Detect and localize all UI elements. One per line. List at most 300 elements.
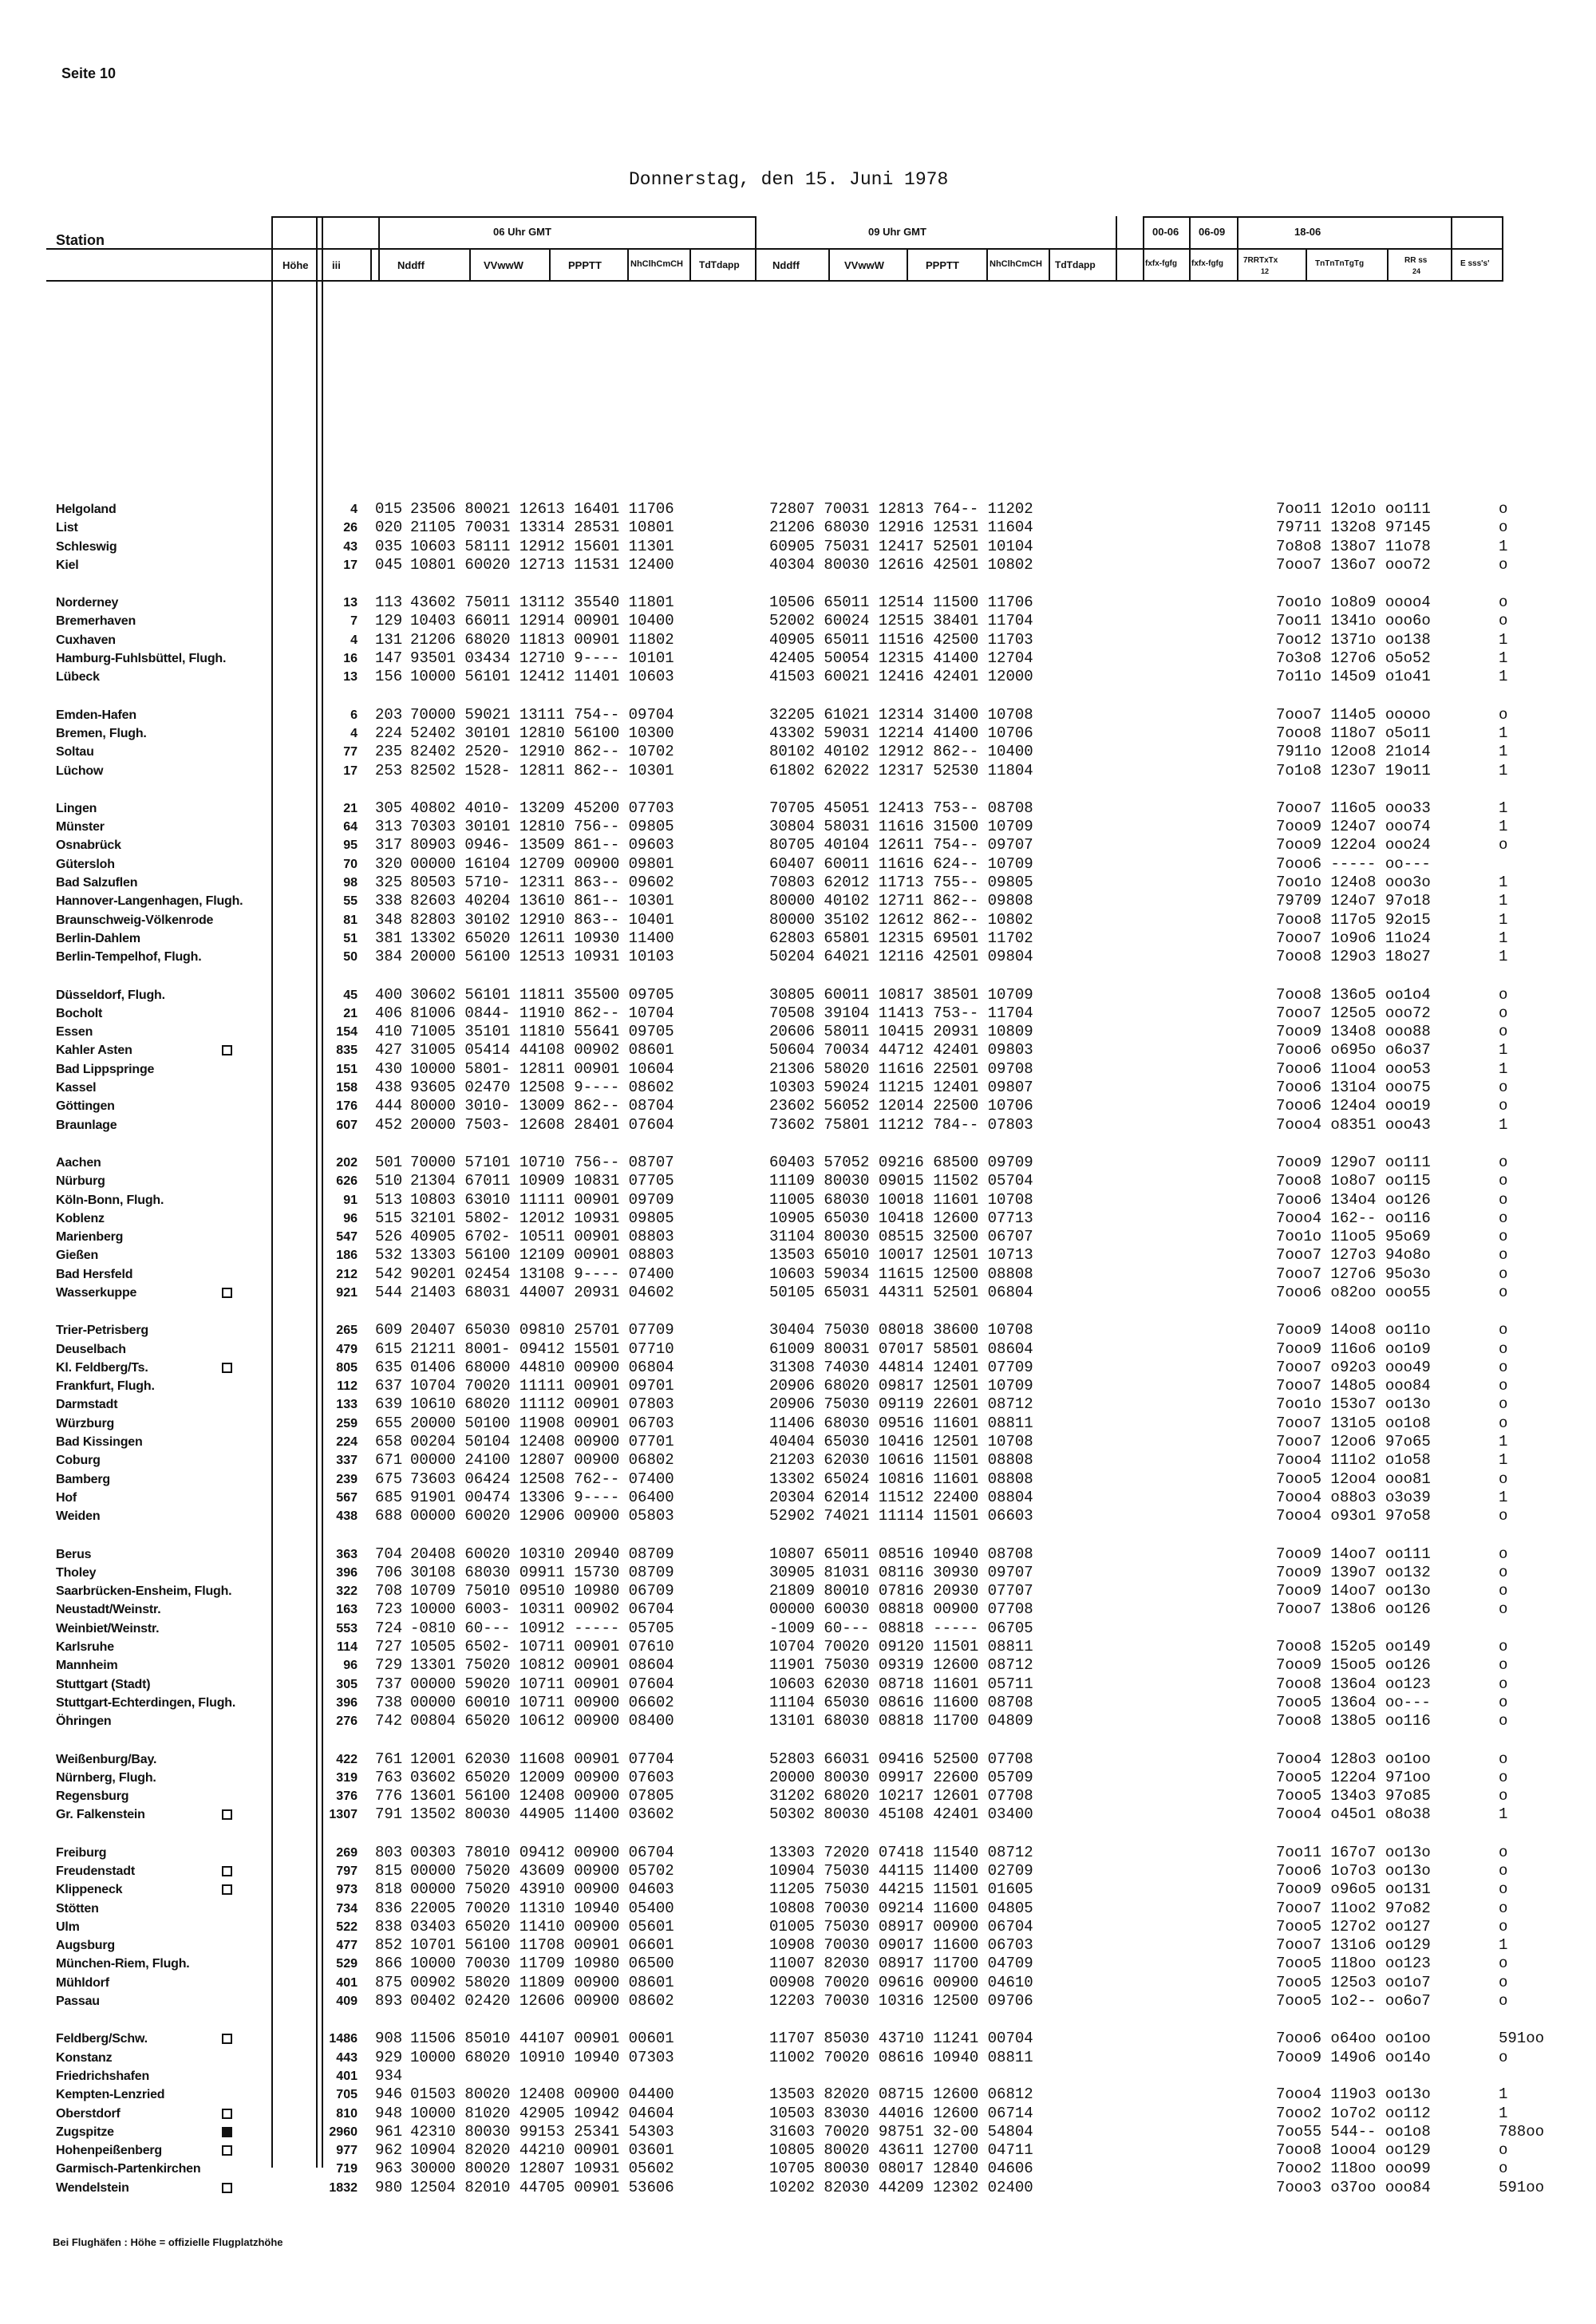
station-index: 501 bbox=[375, 1153, 403, 1171]
station-index: 615 bbox=[375, 1340, 403, 1358]
station-elevation: 553 bbox=[336, 1621, 358, 1635]
obs-06-gmt: 10803 63010 11111 00901 09709 bbox=[410, 1190, 674, 1209]
extra-group: o bbox=[1499, 500, 1508, 518]
obs-09-gmt: 40905 65011 11516 42500 11703 bbox=[769, 630, 1033, 649]
obs-09-gmt: 11205 75030 44215 11501 01605 bbox=[769, 1880, 1033, 1899]
station-elevation: 45 bbox=[343, 988, 358, 1002]
extremes-groups: 79709 124o7 97o18 bbox=[1276, 892, 1431, 910]
station-name: Saarbrücken-Ensheim, Flugh. bbox=[56, 1584, 232, 1599]
extremes-groups: 7ooo6 124o4 ooo19 bbox=[1276, 1097, 1431, 1115]
obs-09-gmt: 10603 59034 11615 12500 08808 bbox=[769, 1265, 1033, 1283]
station-index: 852 bbox=[375, 1936, 403, 1955]
col06-ppptt: PPPTT bbox=[568, 259, 602, 271]
station-name: Stötten bbox=[56, 1901, 99, 1916]
station-index: 706 bbox=[375, 1563, 403, 1581]
station-name: Würzburg bbox=[56, 1416, 115, 1430]
station-index: 729 bbox=[375, 1656, 403, 1675]
obs-09-gmt: 70705 45051 12413 753-- 08708 bbox=[769, 799, 1033, 817]
obs-06-gmt: 80503 5710- 12311 863-- 09602 bbox=[410, 874, 674, 892]
station-name: Soltau bbox=[56, 745, 94, 760]
extra-group: 1 bbox=[1499, 1115, 1508, 1134]
extra-group: o bbox=[1499, 2160, 1508, 2178]
station-elevation: 70 bbox=[343, 857, 358, 871]
station-index: 893 bbox=[375, 1992, 403, 2010]
obs-06-gmt: 10000 70030 11709 10980 06500 bbox=[410, 1955, 674, 1973]
table-row bbox=[46, 1340, 1508, 1359]
extremes-groups: 7oo1o 153o7 oo13o bbox=[1276, 1395, 1431, 1414]
station-elevation: 810 bbox=[336, 2106, 358, 2121]
station-name: Kl. Feldberg/Ts. bbox=[56, 1360, 148, 1375]
extremes-groups: 7ooo3 o37oo ooo84 bbox=[1276, 2178, 1431, 2196]
table-row bbox=[46, 1004, 1508, 1023]
station-index: 224 bbox=[375, 724, 403, 742]
table-row bbox=[46, 1675, 1508, 1694]
table-row bbox=[46, 1470, 1508, 1489]
station-name: Mannheim bbox=[56, 1659, 118, 1673]
station-index: 875 bbox=[375, 1973, 403, 1991]
sub-rrss: RR ss bbox=[1404, 256, 1428, 265]
obs-09-gmt: 31603 70020 98751 32-00 54804 bbox=[769, 2122, 1033, 2141]
obs-09-gmt: 80102 40102 12912 862-- 10400 bbox=[769, 743, 1033, 761]
station-index: 727 bbox=[375, 1638, 403, 1656]
extra-group: 1 bbox=[1499, 910, 1508, 929]
extremes-groups: 7ooo8 1ooo4 oo129 bbox=[1276, 2141, 1431, 2160]
obs-09-gmt: 50302 80030 45108 42401 03400 bbox=[769, 1805, 1033, 1824]
station-elevation: 7 bbox=[350, 614, 358, 629]
square-icon bbox=[222, 1288, 232, 1298]
station-name: Passau bbox=[56, 1995, 100, 2009]
obs-06-gmt: 10610 68020 11112 00901 07803 bbox=[410, 1395, 674, 1414]
extra-group: 591oo bbox=[1499, 2030, 1545, 2048]
obs-09-gmt: 31104 80030 08515 32500 06707 bbox=[769, 1228, 1033, 1246]
obs-06-gmt: 13301 75020 10812 00901 08604 bbox=[410, 1656, 674, 1675]
extra-group: o bbox=[1499, 1787, 1508, 1805]
station-index: 671 bbox=[375, 1451, 403, 1470]
station-index: 803 bbox=[375, 1843, 403, 1861]
table-row bbox=[46, 1414, 1508, 1433]
station-index: 704 bbox=[375, 1545, 403, 1563]
station-elevation: 973 bbox=[336, 1883, 358, 1897]
obs-06-gmt: 10505 6502- 10711 00901 07610 bbox=[410, 1638, 674, 1656]
obs-06-gmt: 82603 40204 13610 861-- 10301 bbox=[410, 892, 674, 910]
hoehe-header: Höhe bbox=[282, 259, 309, 271]
extremes-groups: 7ooo6 1o7o3 oo13o bbox=[1276, 1862, 1431, 1880]
station-elevation: 276 bbox=[336, 1714, 358, 1729]
obs-06-gmt: 20000 7503- 12608 28401 07604 bbox=[410, 1115, 674, 1134]
station-elevation: 1486 bbox=[329, 2032, 358, 2046]
obs-06-gmt: 00000 75020 43609 00900 05702 bbox=[410, 1862, 674, 1880]
obs-06-gmt: 10000 81020 42905 10942 04604 bbox=[410, 2104, 674, 2122]
table-row bbox=[46, 2067, 1503, 2085]
table-row bbox=[46, 929, 1508, 948]
obs-09-gmt: 12203 70030 10316 12500 09706 bbox=[769, 1992, 1033, 2010]
square-icon bbox=[222, 1884, 232, 1895]
station-index: 838 bbox=[375, 1917, 403, 1935]
obs-09-gmt: 11901 75030 09319 12600 08712 bbox=[769, 1656, 1033, 1675]
obs-09-gmt: 10905 65030 10418 12600 07713 bbox=[769, 1209, 1033, 1227]
extra-group: o bbox=[1499, 985, 1508, 1004]
extra-group: o bbox=[1499, 1023, 1508, 1041]
extremes-groups: 7o8o8 138o7 11o78 bbox=[1276, 537, 1431, 555]
station-name: Wasserkuppe bbox=[56, 1285, 137, 1300]
table-row bbox=[46, 2085, 1508, 2104]
table-row bbox=[46, 594, 1508, 612]
obs-06-gmt: 43602 75011 13112 35540 11801 bbox=[410, 594, 674, 612]
station-elevation: 322 bbox=[336, 1584, 358, 1599]
station-elevation: 835 bbox=[336, 1044, 358, 1058]
obs-06-gmt: 21211 8001- 09412 15501 07710 bbox=[410, 1340, 674, 1358]
obs-06-gmt: 00000 16104 12709 00900 09801 bbox=[410, 854, 674, 873]
station-elevation: 21 bbox=[343, 1006, 358, 1020]
extremes-groups: 7ooo8 117o5 92o15 bbox=[1276, 910, 1431, 929]
extra-group: o bbox=[1499, 555, 1508, 574]
station-elevation: 363 bbox=[336, 1547, 358, 1561]
station-name: Konstanz bbox=[56, 2050, 113, 2065]
square-icon bbox=[222, 1866, 232, 1876]
station-index: 235 bbox=[375, 743, 403, 761]
col06-vvwww: VVwwW bbox=[484, 259, 523, 271]
station-elevation: 186 bbox=[336, 1249, 358, 1263]
obs-09-gmt: 00000 60030 08818 00900 07708 bbox=[769, 1600, 1033, 1619]
obs-06-gmt: 00000 59020 10711 00901 07604 bbox=[410, 1675, 674, 1693]
station-elevation: 265 bbox=[336, 1324, 358, 1338]
obs-09-gmt: 61009 80031 07017 58501 08604 bbox=[769, 1340, 1033, 1358]
extremes-groups: 7oo11 167o7 oo13o bbox=[1276, 1843, 1431, 1861]
table-row bbox=[46, 2141, 1508, 2160]
extra-group: o bbox=[1499, 1321, 1508, 1340]
obs-09-gmt: 32205 61021 12314 31400 10708 bbox=[769, 705, 1033, 724]
obs-09-gmt: 10808 70030 09214 11600 04805 bbox=[769, 1899, 1033, 1917]
obs-09-gmt: 30905 81031 08116 30930 09707 bbox=[769, 1563, 1033, 1581]
obs-06-gmt: 01503 80020 12408 00900 04400 bbox=[410, 2085, 674, 2104]
table-row bbox=[46, 1862, 1508, 1880]
station-name: Hamburg-Fuhlsbüttel, Flugh. bbox=[56, 652, 227, 666]
extra-group: o bbox=[1499, 1097, 1508, 1115]
extra-group: 1 bbox=[1499, 1433, 1508, 1451]
extremes-groups: 7ooo8 1o8o7 oo115 bbox=[1276, 1172, 1431, 1190]
filled-square-icon bbox=[222, 2127, 232, 2137]
obs-09-gmt: 52902 74021 11114 11501 06603 bbox=[769, 1507, 1033, 1525]
station-index: 035 bbox=[375, 537, 403, 555]
station-index: 658 bbox=[375, 1433, 403, 1451]
extremes-groups: 7ooo5 122o4 971oo bbox=[1276, 1768, 1431, 1786]
extra-group: o bbox=[1499, 1880, 1508, 1899]
extra-group: 1 bbox=[1499, 1936, 1508, 1955]
station-elevation: 4 bbox=[350, 726, 358, 740]
table-row bbox=[46, 2048, 1508, 2067]
table-row bbox=[46, 1582, 1508, 1600]
obs-06-gmt: 11506 85010 44107 00901 00601 bbox=[410, 2030, 674, 2048]
station-elevation: 133 bbox=[336, 1398, 358, 1412]
sub-num-12: 12 bbox=[1261, 267, 1270, 275]
obs-09-gmt: 60403 57052 09216 68500 09709 bbox=[769, 1153, 1033, 1171]
station-elevation: 479 bbox=[336, 1342, 358, 1356]
extra-group: 1 bbox=[1499, 874, 1508, 892]
obs-06-gmt: 00000 75020 43910 00900 04603 bbox=[410, 1880, 674, 1899]
extra-group: 1 bbox=[1499, 537, 1508, 555]
extremes-groups: 7ooo5 134o3 97o85 bbox=[1276, 1787, 1431, 1805]
station-index: 963 bbox=[375, 2160, 403, 2178]
extremes-groups: 7ooo4 o88o3 o3o39 bbox=[1276, 1488, 1431, 1506]
obs-09-gmt: 50604 70034 44712 42401 09803 bbox=[769, 1041, 1033, 1059]
sub-esss: E sss's' bbox=[1460, 259, 1490, 268]
extra-group: 1 bbox=[1499, 761, 1508, 779]
extra-group: o bbox=[1499, 1172, 1508, 1190]
obs-06-gmt: 40905 6702- 10511 00901 08803 bbox=[410, 1228, 674, 1246]
station-elevation: 259 bbox=[336, 1416, 358, 1430]
obs-06-gmt: 30602 56101 11811 35500 09705 bbox=[410, 985, 674, 1004]
obs-09-gmt: 70508 39104 11413 753-- 11704 bbox=[769, 1004, 1033, 1022]
extremes-groups: 7ooo9 149o6 oo14o bbox=[1276, 2048, 1431, 2066]
obs-06-gmt: 00303 78010 09412 00900 06704 bbox=[410, 1843, 674, 1861]
obs-06-gmt: 82402 2520- 12910 862-- 10702 bbox=[410, 743, 674, 761]
extra-group: o bbox=[1499, 1712, 1508, 1730]
col09-ppptt: PPPTT bbox=[926, 259, 959, 271]
station-index: 738 bbox=[375, 1693, 403, 1711]
obs-09-gmt: 01005 75030 08917 00900 06704 bbox=[769, 1917, 1033, 1935]
station-name: Augsburg bbox=[56, 1939, 115, 1953]
obs-06-gmt: 20000 56100 12513 10931 10103 bbox=[410, 948, 674, 966]
obs-09-gmt: 70803 62012 11713 755-- 09805 bbox=[769, 874, 1033, 892]
station-elevation: 91 bbox=[343, 1193, 358, 1207]
extra-group: o bbox=[1499, 1693, 1508, 1711]
station-index: 866 bbox=[375, 1955, 403, 1973]
station-name: Bocholt bbox=[56, 1006, 103, 1020]
obs-06-gmt: 40802 4010- 13209 45200 07703 bbox=[410, 799, 674, 817]
station-elevation: 401 bbox=[336, 2069, 358, 2083]
table-row bbox=[46, 1059, 1508, 1079]
obs-09-gmt: 20606 58011 10415 20931 10809 bbox=[769, 1023, 1033, 1041]
obs-06-gmt: 80903 0946- 13509 861-- 09603 bbox=[410, 836, 674, 854]
range-06-09: 06-09 bbox=[1199, 226, 1226, 238]
obs-06-gmt: 20408 60020 10310 20940 08709 bbox=[410, 1545, 674, 1563]
station-name: Essen bbox=[56, 1025, 93, 1040]
station-name: Zugspitze bbox=[56, 2125, 114, 2139]
obs-06-gmt: 00000 60010 10711 00900 06602 bbox=[410, 1693, 674, 1711]
extremes-groups: 7ooo5 127o2 oo127 bbox=[1276, 1917, 1431, 1935]
obs-06-gmt: 10704 70020 11111 00901 09701 bbox=[410, 1377, 674, 1395]
obs-06-gmt: 12001 62030 11608 00901 07704 bbox=[410, 1750, 674, 1768]
table-row bbox=[46, 1246, 1508, 1265]
station-elevation: 13 bbox=[343, 670, 358, 685]
station-elevation: 26 bbox=[343, 521, 358, 535]
extremes-groups: 7ooo9 14oo8 oo11o bbox=[1276, 1321, 1431, 1340]
station-elevation: 797 bbox=[336, 1864, 358, 1878]
extremes-groups: 7ooo8 136o4 oo123 bbox=[1276, 1675, 1431, 1693]
table-row bbox=[46, 1899, 1508, 1918]
square-icon bbox=[222, 1045, 232, 1055]
station-index: 737 bbox=[375, 1675, 403, 1693]
extremes-groups: 7ooo7 127o6 95o3o bbox=[1276, 1265, 1431, 1283]
obs-09-gmt: 40304 80030 12616 42501 10802 bbox=[769, 555, 1033, 574]
sub-fxfx-2: fxfx-fgfg bbox=[1191, 259, 1223, 268]
station-elevation: 77 bbox=[343, 745, 358, 760]
station-group bbox=[46, 2030, 1545, 2197]
obs-06-gmt: 73603 06424 12508 762-- 07400 bbox=[410, 1470, 674, 1488]
extra-group: o bbox=[1499, 1675, 1508, 1693]
obs-06-gmt: 10701 56100 11708 00901 06601 bbox=[410, 1936, 674, 1955]
station-name: Öhringen bbox=[56, 1714, 112, 1729]
table-row bbox=[46, 1880, 1508, 1899]
extra-group: o bbox=[1499, 1862, 1508, 1880]
station-elevation: 176 bbox=[336, 1099, 358, 1114]
station-index: 400 bbox=[375, 985, 403, 1004]
extremes-groups: 7oo1o 1o8o9 oooo4 bbox=[1276, 594, 1431, 612]
obs-09-gmt: 20000 80030 09917 22600 05709 bbox=[769, 1768, 1033, 1786]
station-group bbox=[46, 705, 1508, 780]
extremes-groups: 7ooo9 14oo7 oo13o bbox=[1276, 1582, 1431, 1600]
table-row bbox=[46, 612, 1508, 630]
station-elevation: 401 bbox=[336, 1975, 358, 1990]
extremes-groups: 7ooo9 129o7 oo111 bbox=[1276, 1153, 1431, 1171]
station-name: Cuxhaven bbox=[56, 633, 116, 647]
table-row bbox=[46, 724, 1508, 743]
obs-06-gmt: 10000 5801- 12811 00901 10604 bbox=[410, 1059, 674, 1078]
station-name: Düsseldorf, Flugh. bbox=[56, 988, 165, 1002]
table-row bbox=[46, 649, 1508, 668]
extra-group: o bbox=[1499, 1768, 1508, 1786]
station-index: 526 bbox=[375, 1228, 403, 1246]
station-elevation: 16 bbox=[343, 652, 358, 666]
block09-header: 09 Uhr GMT bbox=[868, 226, 926, 238]
table-row bbox=[46, 910, 1508, 929]
extremes-groups: 7ooo6 11oo4 ooo53 bbox=[1276, 1059, 1431, 1078]
extra-group: o bbox=[1499, 1899, 1508, 1917]
extremes-groups: 7ooo7 o92o3 ooo49 bbox=[1276, 1358, 1431, 1376]
obs-06-gmt: 20000 50100 11908 00901 06703 bbox=[410, 1414, 674, 1432]
extra-group: 1 bbox=[1499, 1488, 1508, 1506]
extremes-groups: 7ooo4 111o2 o1o58 bbox=[1276, 1451, 1431, 1470]
square-icon bbox=[222, 1809, 232, 1820]
station-index: 635 bbox=[375, 1358, 403, 1376]
obs-06-gmt: 70000 59021 13111 754-- 09704 bbox=[410, 705, 674, 724]
station-index: 203 bbox=[375, 705, 403, 724]
station-name: Braunlage bbox=[56, 1118, 117, 1132]
extremes-groups: 7ooo8 152o5 oo149 bbox=[1276, 1638, 1431, 1656]
table-row bbox=[46, 818, 1508, 836]
square-icon bbox=[222, 2183, 232, 2193]
extremes-groups: 7ooo7 114o5 ooooo bbox=[1276, 705, 1431, 724]
station-elevation: 239 bbox=[336, 1472, 358, 1486]
extremes-groups: 7ooo7 1o9o6 11o24 bbox=[1276, 929, 1431, 947]
extremes-groups: 7ooo5 125o3 oo1o7 bbox=[1276, 1973, 1431, 1991]
iii-header: iii bbox=[332, 259, 341, 271]
obs-09-gmt: 13303 72020 07418 11540 08712 bbox=[769, 1843, 1033, 1861]
extremes-groups: 7ooo8 138o5 oo116 bbox=[1276, 1712, 1431, 1730]
extra-group: o bbox=[1499, 1992, 1508, 2010]
extremes-groups: 7oo55 544-- oo1o8 bbox=[1276, 2122, 1431, 2141]
station-name: München-Riem, Flugh. bbox=[56, 1957, 190, 1971]
extra-group: 1 bbox=[1499, 799, 1508, 817]
extra-group: 1 bbox=[1499, 1805, 1508, 1824]
station-index: 815 bbox=[375, 1862, 403, 1880]
table-row bbox=[46, 2104, 1508, 2123]
station-index: 430 bbox=[375, 1059, 403, 1078]
extra-group: o bbox=[1499, 1283, 1508, 1301]
extremes-groups: 7ooo8 136o5 oo1o4 bbox=[1276, 985, 1431, 1004]
extremes-groups: 79711 132o8 97145 bbox=[1276, 519, 1431, 537]
station-name: List bbox=[56, 521, 78, 535]
extra-group: o bbox=[1499, 1750, 1508, 1768]
station-elevation: 319 bbox=[336, 1770, 358, 1785]
obs-09-gmt: 11109 80030 09015 11502 05704 bbox=[769, 1172, 1033, 1190]
table-row bbox=[46, 1228, 1508, 1246]
obs-06-gmt: 10904 82020 44210 00901 03601 bbox=[410, 2141, 674, 2160]
extremes-groups: 7ooo9 o96o5 oo131 bbox=[1276, 1880, 1431, 1899]
station-index: 045 bbox=[375, 555, 403, 574]
obs-09-gmt: 52002 60024 12515 38401 11704 bbox=[769, 612, 1033, 630]
obs-09-gmt: 13302 65024 10816 11601 08808 bbox=[769, 1470, 1033, 1488]
station-elevation: 98 bbox=[343, 876, 358, 890]
extra-group: o bbox=[1499, 1358, 1508, 1376]
obs-06-gmt: 10801 60020 12713 11531 12400 bbox=[410, 555, 674, 574]
station-index: 325 bbox=[375, 874, 403, 892]
table-row bbox=[46, 1620, 1503, 1638]
station-name: Lübeck bbox=[56, 670, 100, 685]
station-index: 791 bbox=[375, 1805, 403, 1824]
obs-09-gmt: 23602 56052 12014 22500 10706 bbox=[769, 1097, 1033, 1115]
obs-09-gmt: 21306 58020 11616 22501 09708 bbox=[769, 1059, 1033, 1078]
station-name: Regensburg bbox=[56, 1789, 129, 1804]
station-elevation: 1307 bbox=[329, 1808, 358, 1822]
station-index: 544 bbox=[375, 1283, 403, 1301]
obs-09-gmt: 00908 70020 09616 00900 04610 bbox=[769, 1973, 1033, 1991]
obs-09-gmt: 41503 60021 12416 42401 12000 bbox=[769, 668, 1033, 686]
table-row bbox=[46, 555, 1508, 574]
station-elevation: 81 bbox=[343, 913, 358, 927]
station-index: 320 bbox=[375, 854, 403, 873]
station-name: Hannover-Langenhagen, Flugh. bbox=[56, 894, 243, 909]
obs-09-gmt: 30804 58031 11616 31500 10709 bbox=[769, 818, 1033, 836]
extra-group: 1 bbox=[1499, 929, 1508, 947]
table-row bbox=[46, 1992, 1508, 2010]
station-name: Emden-Hafen bbox=[56, 708, 136, 722]
obs-09-gmt: 13101 68030 08818 11700 04809 bbox=[769, 1712, 1033, 1730]
station-name: Coburg bbox=[56, 1454, 101, 1468]
extremes-groups: 7ooo8 129o3 18o27 bbox=[1276, 948, 1431, 966]
obs-06-gmt: 80000 3010- 13009 862-- 08704 bbox=[410, 1097, 674, 1115]
table-row bbox=[46, 1768, 1508, 1787]
station-elevation: 805 bbox=[336, 1360, 358, 1375]
obs-09-gmt: -1009 60--- 08818 ----- 06705 bbox=[769, 1619, 1033, 1637]
station-elevation: 154 bbox=[336, 1025, 358, 1040]
extremes-groups: 7ooo6 o82oo ooo55 bbox=[1276, 1283, 1431, 1301]
obs-09-gmt: 21809 80010 07816 20930 07707 bbox=[769, 1582, 1033, 1600]
table-row bbox=[46, 743, 1508, 761]
obs-09-gmt: 62803 65801 12315 69501 11702 bbox=[769, 929, 1033, 947]
extra-group: 1 bbox=[1499, 892, 1508, 910]
obs-06-gmt: 52402 30101 12810 56100 10300 bbox=[410, 724, 674, 742]
square-icon bbox=[222, 2145, 232, 2156]
extra-group: o bbox=[1499, 1190, 1508, 1209]
extremes-groups: 7ooo8 118o7 o5o11 bbox=[1276, 724, 1431, 742]
station-name: Köln-Bonn, Flugh. bbox=[56, 1193, 164, 1207]
obs-06-gmt: 91901 00474 13306 9---- 06400 bbox=[410, 1488, 674, 1506]
obs-06-gmt: 10403 66011 12914 00901 10400 bbox=[410, 612, 674, 630]
station-name: Deuselbach bbox=[56, 1342, 126, 1356]
obs-06-gmt: 00402 02420 12606 00900 08602 bbox=[410, 1992, 674, 2010]
obs-09-gmt: 31308 74030 44814 12401 07709 bbox=[769, 1358, 1033, 1376]
station-elevation: 158 bbox=[336, 1081, 358, 1095]
obs-09-gmt: 20906 68020 09817 12501 10709 bbox=[769, 1377, 1033, 1395]
station-name: Darmstadt bbox=[56, 1398, 118, 1412]
extremes-groups: 7ooo5 136o4 oo--- bbox=[1276, 1693, 1431, 1711]
extra-group: o bbox=[1499, 1563, 1508, 1581]
obs-06-gmt: 00000 24100 12807 00900 06802 bbox=[410, 1451, 674, 1470]
extremes-groups: 7ooo7 148o5 ooo84 bbox=[1276, 1377, 1431, 1395]
station-name: Frankfurt, Flugh. bbox=[56, 1379, 155, 1394]
station-elevation: 4 bbox=[350, 503, 358, 516]
